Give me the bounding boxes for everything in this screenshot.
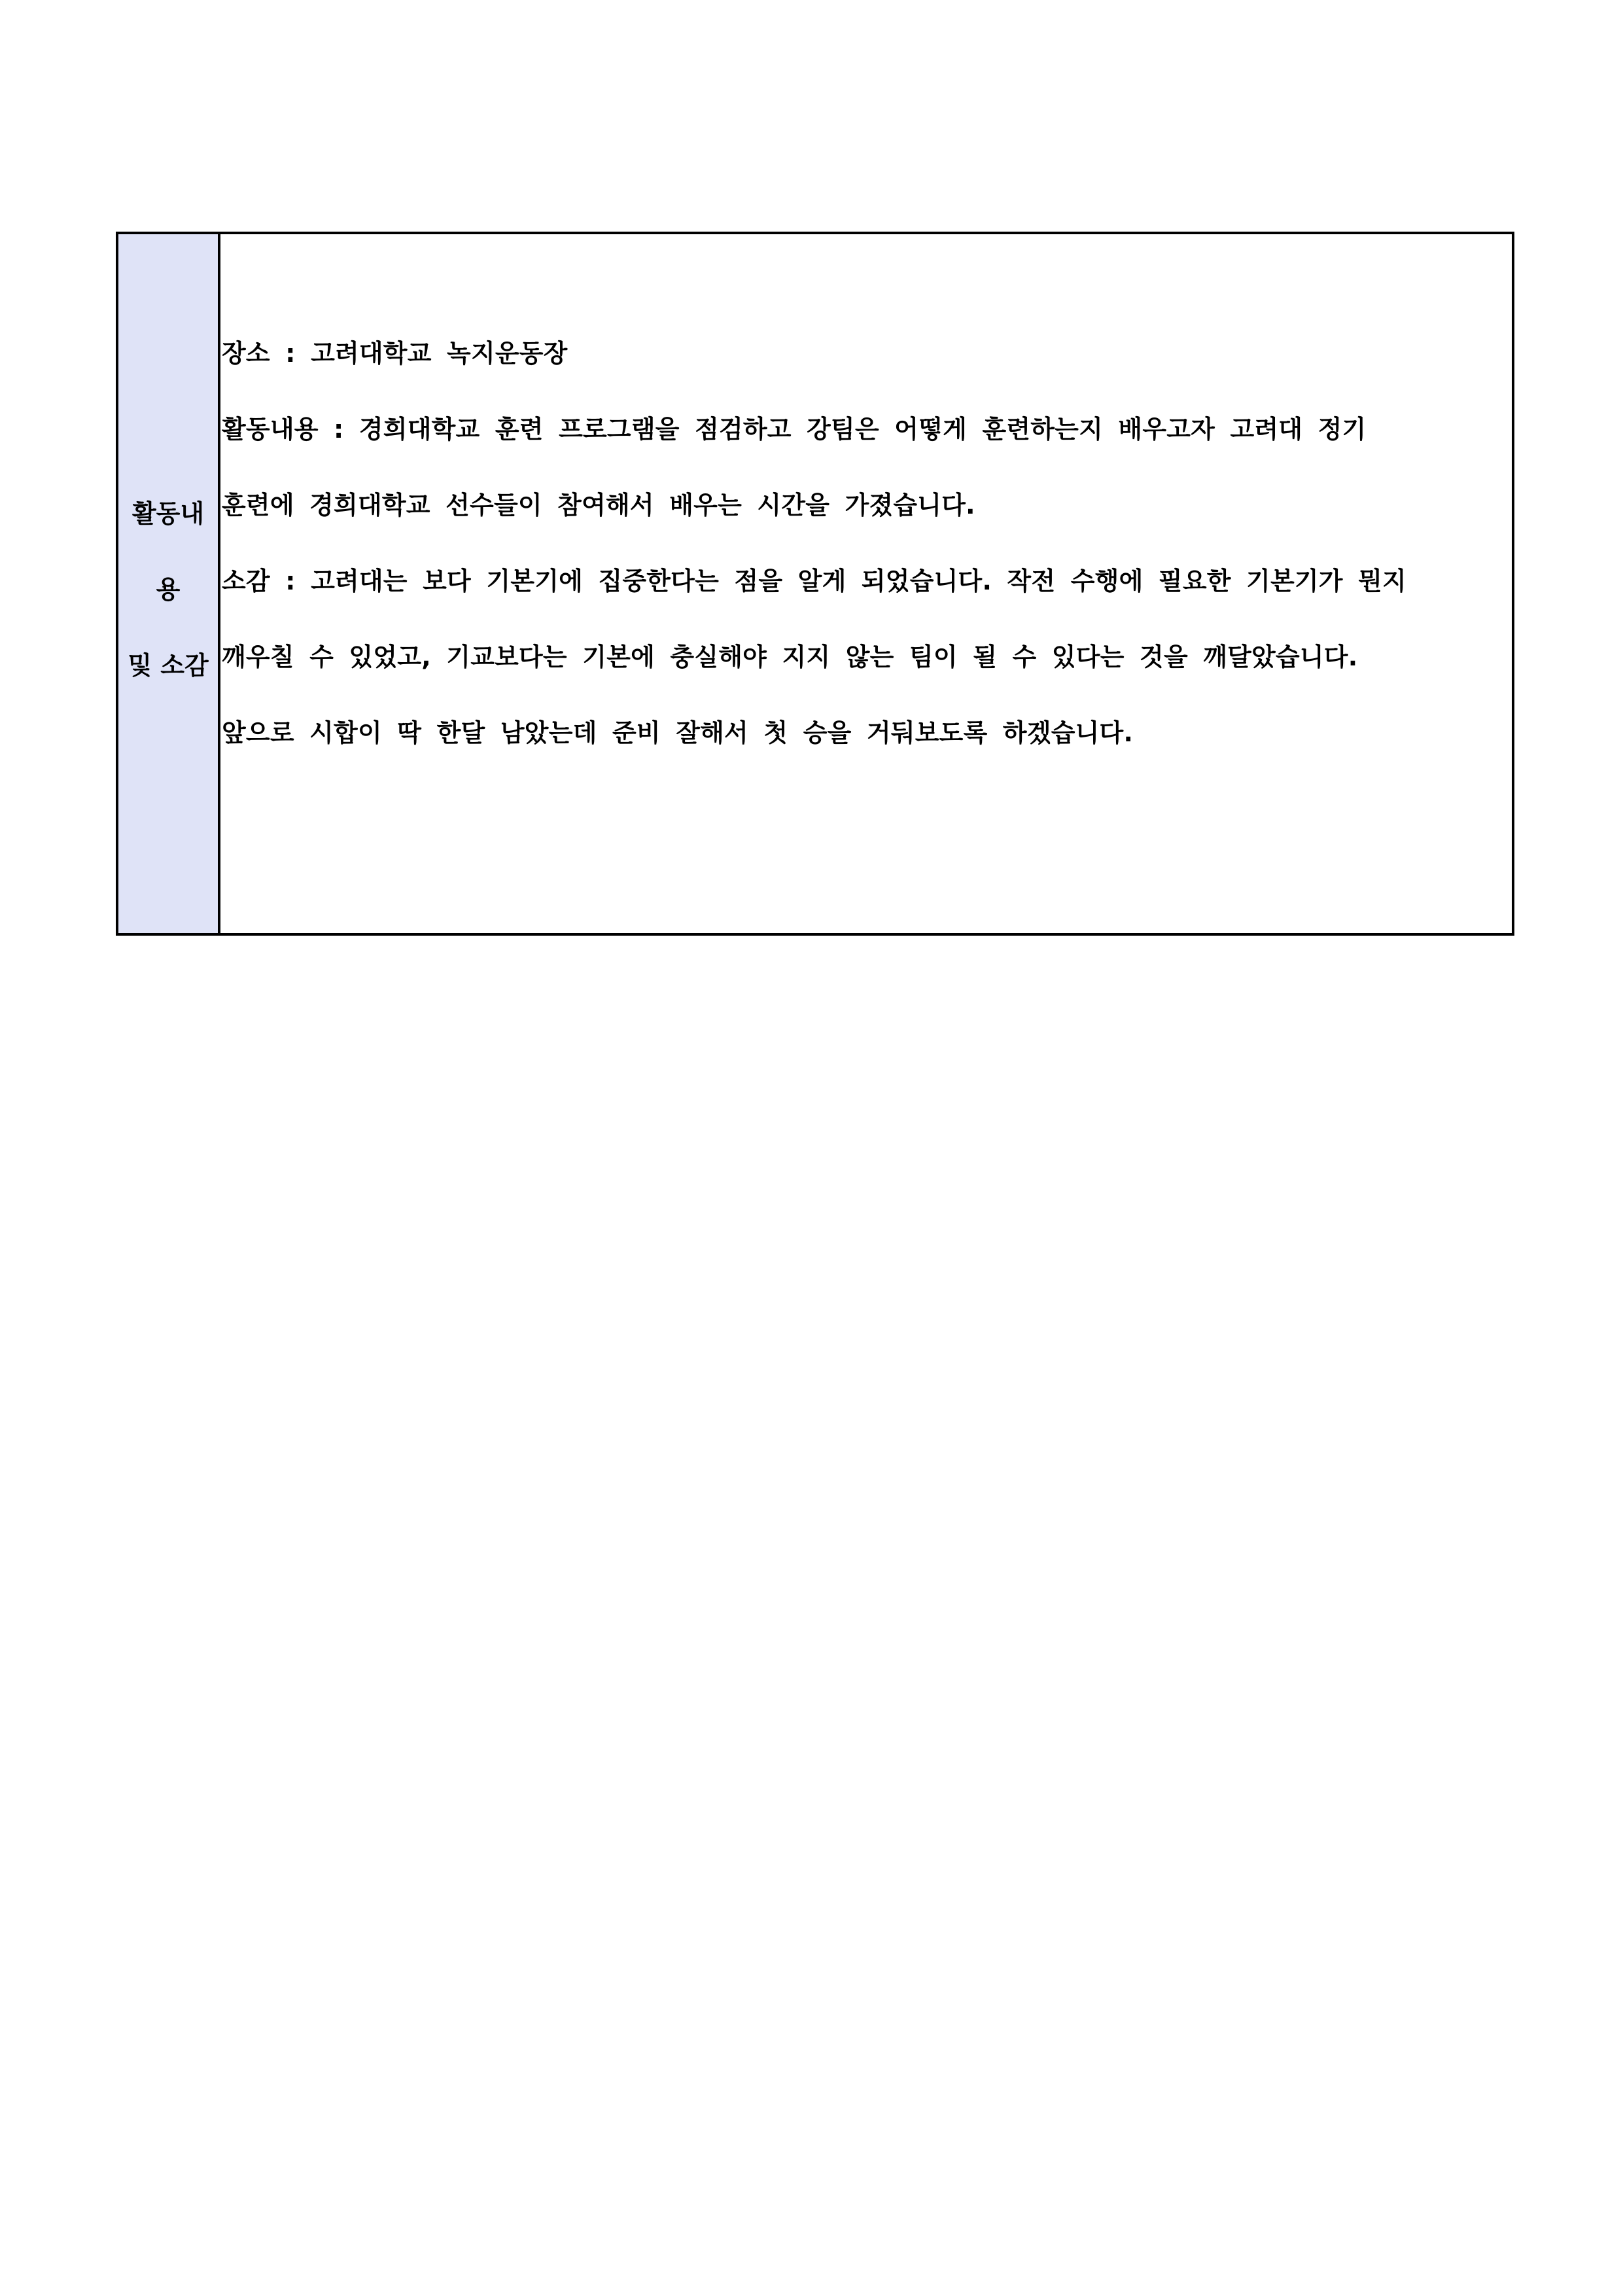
activity-label-cell bbox=[118, 234, 220, 933]
impression-line-2: 깨우칠 수 있었고, 기교보다는 기본에 충실해야 지지 않는 팀이 될 수 있다는 것을 깨달았습니다. bbox=[222, 643, 1358, 671]
activity-report-table bbox=[116, 232, 1514, 936]
impression-line-3: 앞으로 시합이 딱 한달 남았는데 준비 잘해서 첫 승을 거둬보도록 하겠습니다. bbox=[222, 718, 1134, 747]
label-line-1: 활동내 bbox=[131, 499, 205, 528]
label-line-3: 및 소감 bbox=[128, 651, 209, 680]
activity-content-cell bbox=[220, 234, 1512, 933]
activity-description-line-2: 훈련에 경희대학교 선수들이 참여해서 배우는 시간을 가졌습니다. bbox=[222, 491, 975, 520]
impression-line-1: 소감 : 고려대는 보다 기본기에 집중한다는 점을 알게 되었습니다. 작전 수행에 필요한 기본기가 뭔지 bbox=[222, 567, 1406, 595]
location-line: 장소 : 고려대학교 녹지운동장 bbox=[222, 339, 568, 368]
content-text-block bbox=[222, 315, 1508, 771]
label-line-2: 용 bbox=[156, 575, 181, 604]
activity-description-line-1: 활동내용 : 경희대학교 훈련 프로그램을 점검하고 강팀은 어떻게 훈련하는지 배우고자 고려대 정기 bbox=[222, 415, 1367, 444]
